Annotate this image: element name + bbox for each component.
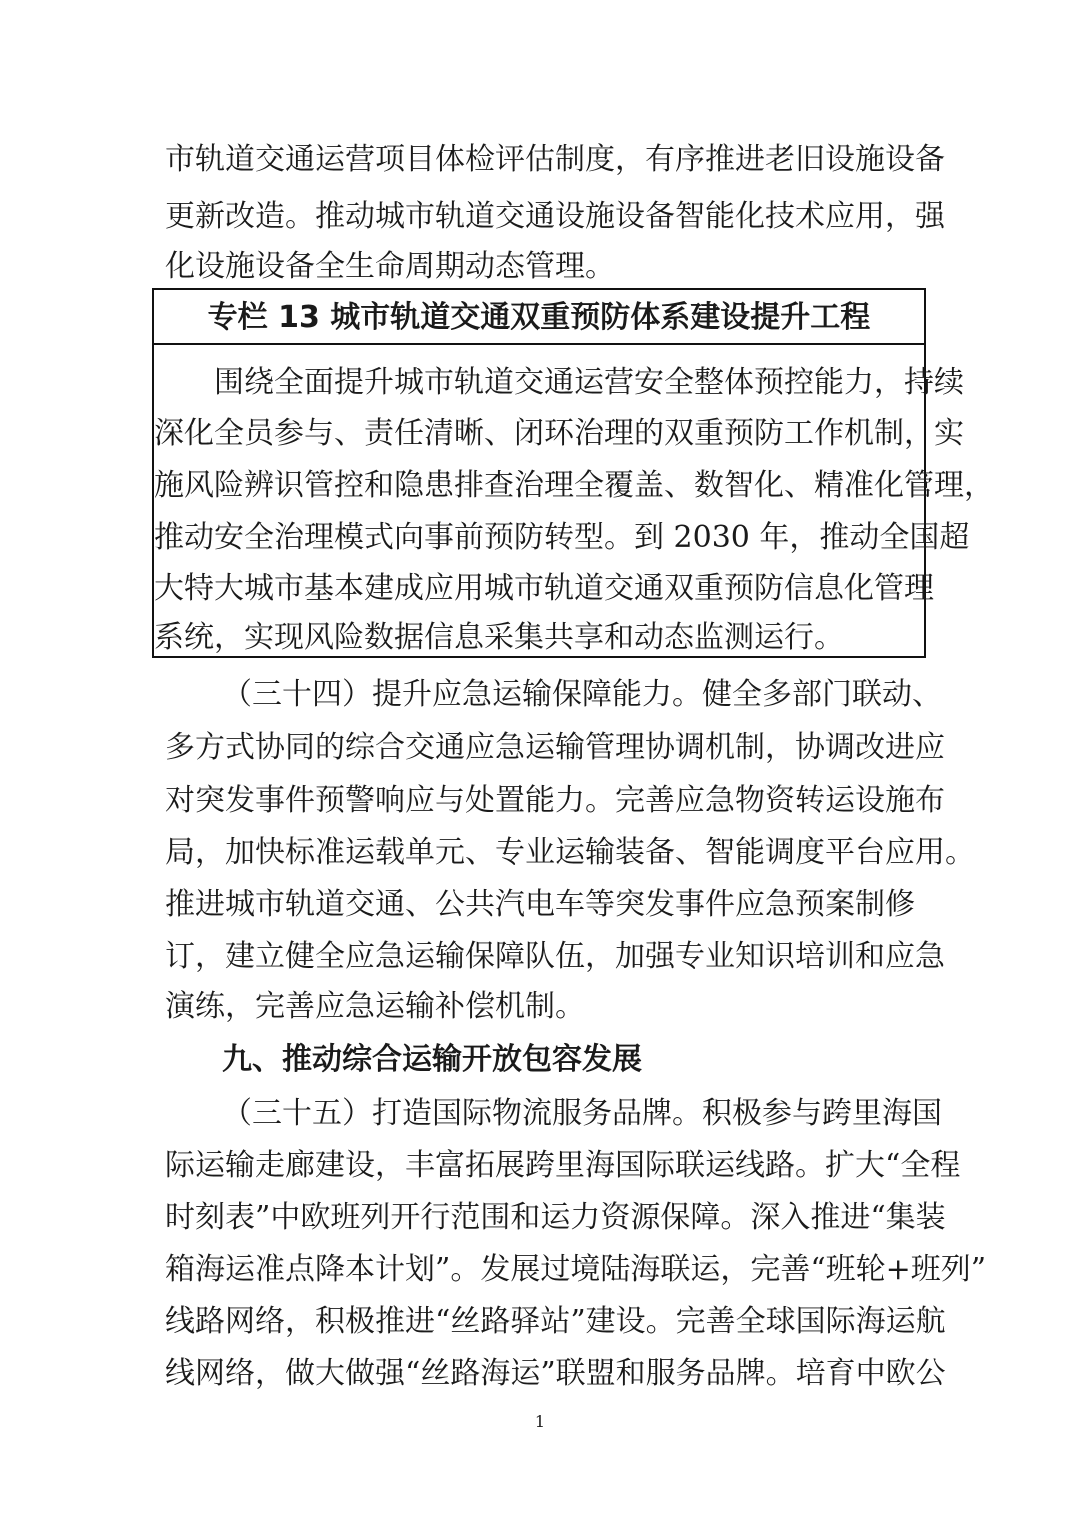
paragraph-line: 线网络，做大做强“丝路海运”联盟和服务品牌。培育中欧公 bbox=[165, 1356, 946, 1391]
paragraph-line: 时刻表”中欧班列开行范围和运力资源保障。深入推进“集装 bbox=[165, 1200, 946, 1235]
paragraph-line: 线路网络，积极推进“丝路驿站”建设。完善全球国际海运航 bbox=[165, 1304, 946, 1339]
paragraph-line: 推进城市轨道交通、公共汽电车等突发事件应急预案制修 bbox=[165, 887, 915, 922]
box-title-row bbox=[154, 290, 924, 345]
special-column-box bbox=[152, 288, 994, 658]
paragraph-line: （三十五）打造国际物流服务品牌。积极参与跨里海国 bbox=[222, 1096, 942, 1131]
paragraph-line: 化设施设备全生命周期动态管理。 bbox=[165, 249, 615, 284]
section-heading: 九、推动综合运输开放包容发展 bbox=[222, 1042, 642, 1077]
paragraph-line: 对突发事件预警响应与处置能力。完善应急物资转运设施布 bbox=[165, 783, 945, 818]
box-line: 系统，实现风险数据信息采集共享和动态监测运行。 bbox=[154, 620, 844, 655]
paragraph-line: 市轨道交通运营项目体检评估制度，有序推进老旧设施设备 bbox=[165, 142, 945, 177]
page-number: 1 bbox=[534, 1412, 546, 1431]
box-line: 深化全员参与、责任清晰、闭环治理的双重预防工作机制，实 bbox=[154, 416, 964, 451]
paragraph-line: 局，加快标准运载单元、专业运输装备、智能调度平台应用。 bbox=[165, 835, 975, 870]
box-line: 施风险辨识管控和隐患排查治理全覆盖、数智化、精准化管理， bbox=[154, 468, 994, 503]
paragraph-line: 订，建立健全应急运输保障队伍，加强专业知识培训和应急 bbox=[165, 939, 945, 974]
paragraph-line: 多方式协同的综合交通应急运输管理协调机制，协调改进应 bbox=[165, 730, 945, 765]
box-line: 大特大城市基本建成应用城市轨道交通双重预防信息化管理 bbox=[154, 571, 934, 606]
paragraph-line: 箱海运准点降本计划”。发展过境陆海联运，完善“班轮+班列” bbox=[165, 1252, 987, 1287]
paragraph-line: 演练，完善应急运输补偿机制。 bbox=[165, 989, 585, 1024]
paragraph-line: 际运输走廊建设，丰富拓展跨里海国际联运线路。扩大“全程 bbox=[165, 1148, 961, 1183]
box-line: 围绕全面提升城市轨道交通运营安全整体预控能力，持续 bbox=[214, 365, 964, 400]
box-line: 推动安全治理模式向事前预防转型。到 2030 年，推动全国超 bbox=[154, 520, 970, 555]
box-title: 专栏 13 城市轨道交通双重预防体系建设提升工程 bbox=[207, 300, 871, 335]
paragraph-line: 更新改造。推动城市轨道交通设施设备智能化技术应用，强 bbox=[165, 199, 945, 234]
paragraph-line: （三十四）提升应急运输保障能力。健全多部门联动、 bbox=[222, 677, 942, 712]
